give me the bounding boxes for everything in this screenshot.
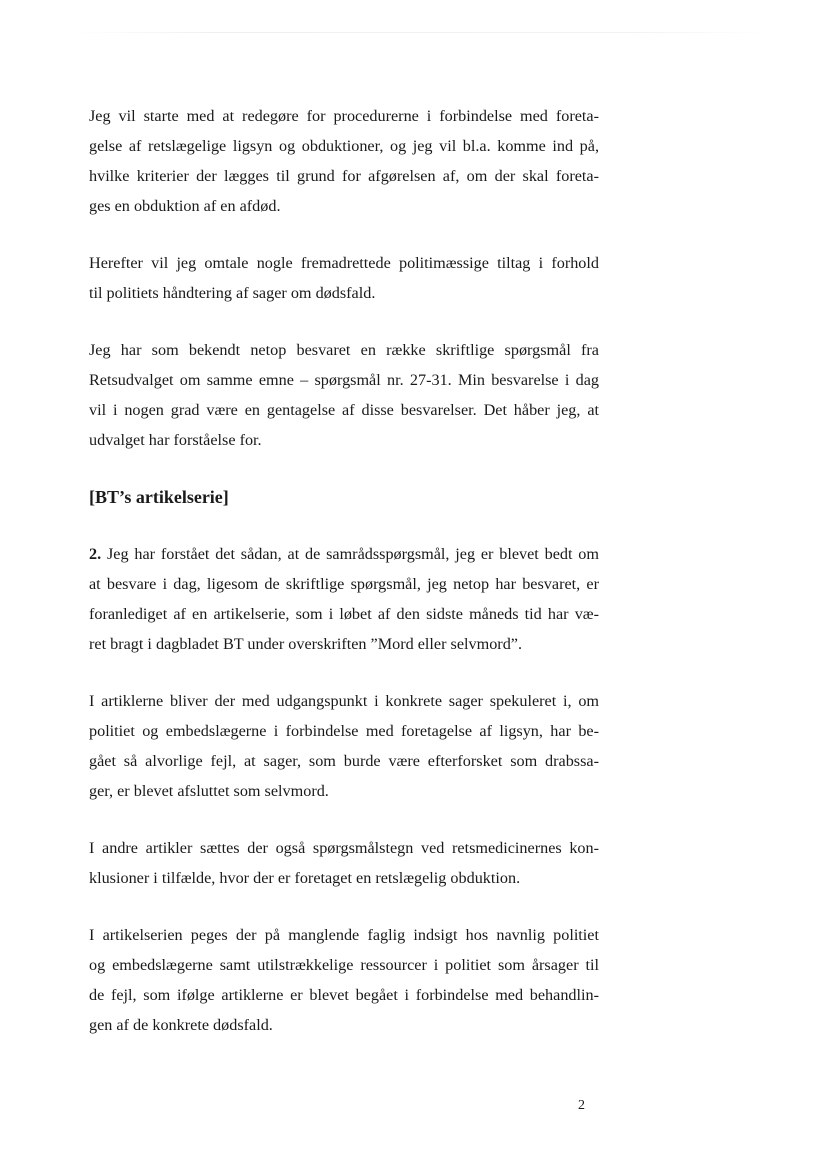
page-number: 2: [578, 1098, 585, 1113]
text-line: og embedslægerne samt utilstrækkelige ressourcer i politiet som årsager til: [89, 956, 599, 974]
text-line: Herefter vil jeg omtale nogle fremadrettede politimæssige tiltag i forhold: [89, 254, 599, 272]
text-line: de fejl, som ifølge artiklerne er blevet begået i forbindelse med behandlin-: [89, 986, 599, 1004]
text-line: at besvare i dag, ligesom de skriftlige spørgsmål, jeg netop har besvaret, er: [89, 575, 599, 593]
paragraph-number: 2.: [89, 545, 102, 563]
paragraph-written-questions: [89, 335, 599, 455]
paragraph-intro: [89, 101, 599, 221]
paragraph-other-articles: [89, 833, 599, 893]
text-fragment: Jeg har forstået det sådan, at de samrådsspørgsmål, jeg er blevet bedt om: [101, 545, 599, 563]
text-line: I artikelserien peges der på manglende faglig indsigt hos navnlig politiet: [89, 926, 599, 944]
text-line: Jeg vil starte med at redegøre for procedurerne i forbindelse med foreta-: [89, 107, 599, 125]
paragraph-future-measures: [89, 248, 599, 308]
text-line: vil i nogen grad være en gentagelse af disse besvarelser. Det håber jeg, at: [89, 401, 599, 419]
text-line: hvilke kriterier der lægges til grund for afgørelsen af, om der skal foreta-: [89, 167, 599, 185]
text-line: ges en obduktion af en afdød.: [89, 197, 281, 215]
text-line: politiet og embedslægerne i forbindelse med foretagelse af ligsyn, har be-: [89, 722, 599, 740]
document-body: [89, 101, 599, 1040]
text-line: Retsudvalget om samme emne – spørgsmål nr. 27-31. Min besvarelse i dag: [89, 371, 599, 389]
scan-edge-line: [70, 32, 770, 33]
paragraph-article-series-causes: [89, 920, 599, 1040]
text-line: gelse af retslægelige ligsyn og obduktioner, og jeg vil bl.a. komme ind på,: [89, 137, 599, 155]
text-line: ret bragt i dagbladet BT under overskriften ”Mord eller selvmord”.: [89, 635, 523, 653]
paragraph-articles-speculation: [89, 686, 599, 806]
paragraph-numbered-2: [89, 539, 599, 659]
text-line: [89, 539, 599, 569]
text-line: Jeg har som bekendt netop besvaret en række skriftlige spørgsmål fra: [89, 341, 599, 359]
text-line: ger, er blevet afsluttet som selvmord.: [89, 782, 329, 800]
text-line: klusioner i tilfælde, hvor der er foretaget en retslægelig obduktion.: [89, 869, 521, 887]
text-line: gen af de konkrete dødsfald.: [89, 1016, 273, 1034]
text-line: I andre artikler sættes der også spørgsmålstegn ved retsmedicinernes kon-: [89, 839, 599, 857]
text-line: gået så alvorlige fejl, at sager, som burde være efterforsket som drabssa-: [89, 752, 599, 770]
text-line: foranlediget af en artikelserie, som i løbet af den sidste måneds tid har væ-: [89, 605, 599, 623]
text-line: udvalget har forståelse for.: [89, 431, 262, 449]
text-line: til politiets håndtering af sager om dødsfald.: [89, 284, 376, 302]
section-heading: [BT’s artikelserie]: [89, 487, 229, 507]
text-line: I artiklerne bliver der med udgangspunkt i konkrete sager spekuleret i, om: [89, 692, 599, 710]
